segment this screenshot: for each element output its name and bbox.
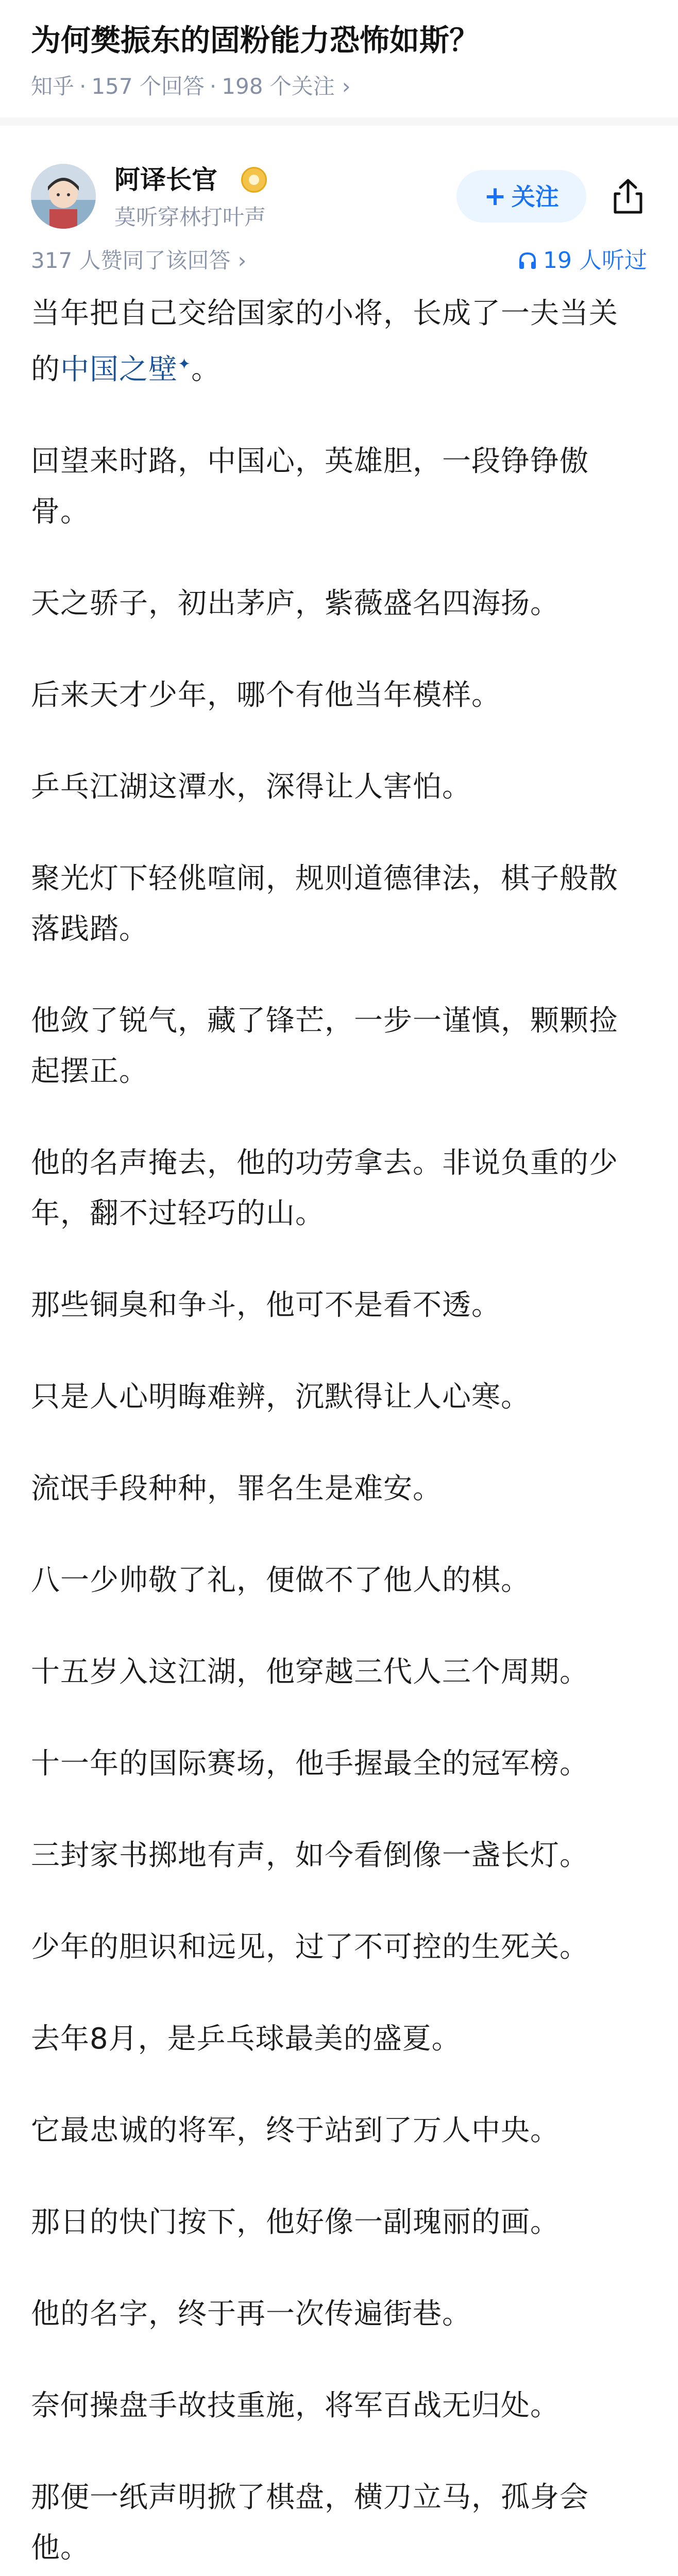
paragraph: 他的名字，终于再一次传遍街巷。 <box>31 2297 471 2331</box>
headphones-icon <box>517 250 538 271</box>
topic-link[interactable] <box>60 353 191 386</box>
paragraph: 它最忠诚的将军，终于站到了万人中央。 <box>31 2113 560 2147</box>
paragraph: 回望来时路，中国心，英雄胆，一段铮铮傲骨。 <box>31 444 589 529</box>
paragraph: 奈何操盘手故技重施，将军百战无归处。 <box>31 2388 560 2422</box>
author-name[interactable]: 阿译长官 <box>114 165 217 195</box>
paragraph: 乒乓江湖这潭水，深得让人害怕。 <box>31 770 471 804</box>
chevron-right-icon: › <box>342 74 351 99</box>
paragraph: 那日的快门按下，他好像一副瑰丽的画。 <box>31 2205 560 2239</box>
topic-link-text: 中国之壁 <box>60 352 178 386</box>
question-meta[interactable] <box>31 71 351 102</box>
follow-button[interactable] <box>456 170 586 223</box>
paragraph-text: 。 <box>191 352 221 386</box>
question-title[interactable]: 为何樊振东的固粉能力恐怖如斯？ <box>31 23 480 58</box>
paragraph: 那便一纸声明掀了棋盘，横刀立马，孤身会他。 <box>31 2480 589 2565</box>
paragraph-text: 当年把自己交给国家的小将，长成了一夫当关的 <box>31 297 618 386</box>
follow-label: 关注 <box>511 183 559 211</box>
share-icon[interactable] <box>608 176 648 216</box>
paragraph: 聚光灯下轻佻喧闹，规则道德律法，棋子般散落践踏。 <box>31 861 618 946</box>
avatar[interactable] <box>31 164 96 229</box>
follow-count: 198 个关注 <box>222 74 335 99</box>
avatar-illustration <box>31 164 96 229</box>
share-icon-graphic <box>608 176 648 216</box>
answer-content <box>31 289 647 2576</box>
paragraph: 那些铜臭和争斗，他可不是看不透。 <box>31 1288 501 1322</box>
vote-count-text: 317 人赞同了该回答 <box>31 248 231 273</box>
paragraph: 流氓手段种种，罪名生是难安。 <box>31 1471 442 1505</box>
paragraph: 他敛了锐气，藏了锋芒，一步一谨慎，颗颗捡起摆正。 <box>31 1004 618 1088</box>
section-divider <box>0 117 678 126</box>
paragraph: 十五岁入这江湖，他穿越三代人三个周期。 <box>31 1655 589 1689</box>
source-label: 知乎 <box>31 74 75 99</box>
paragraph <box>31 289 647 395</box>
author-bio: 莫听穿林打叶声 <box>114 205 266 230</box>
chevron-right-icon: › <box>238 248 247 273</box>
listen-count[interactable] <box>517 244 647 277</box>
paragraph: 只是人心明晦难辨，沉默得让人心寒。 <box>31 1380 530 1414</box>
answer-count: 157 个回答 <box>91 74 205 99</box>
medal-badge-icon <box>241 167 267 193</box>
paragraph: 八一少帅敬了礼，便做不了他人的棋。 <box>31 1563 530 1597</box>
plus-icon: + <box>484 181 506 212</box>
separator-dot: · <box>209 74 217 99</box>
paragraph: 去年8月，是乒乓球最美的盛夏。 <box>31 2022 461 2056</box>
vote-count[interactable] <box>31 244 246 277</box>
paragraph: 十一年的国际赛场，他手握最全的冠军榜。 <box>31 1747 589 1781</box>
paragraph: 天之骄子，初出茅庐，紫薇盛名四海扬。 <box>31 586 560 620</box>
listen-count-text: 19 人听过 <box>543 247 647 274</box>
sparkle-icon: ✦ <box>178 355 192 373</box>
paragraph: 少年的胆识和远见，过了不可控的生死关。 <box>31 1930 589 1964</box>
paragraph: 后来天才少年，哪个有他当年模样。 <box>31 678 501 712</box>
paragraph: 三封家书掷地有声，如今看倒像一盏长灯。 <box>31 1838 589 1872</box>
separator-dot: · <box>79 74 87 99</box>
paragraph: 他的名声掩去，他的功劳拿去。非说负重的少年，翻不过轻巧的山。 <box>31 1146 618 1230</box>
